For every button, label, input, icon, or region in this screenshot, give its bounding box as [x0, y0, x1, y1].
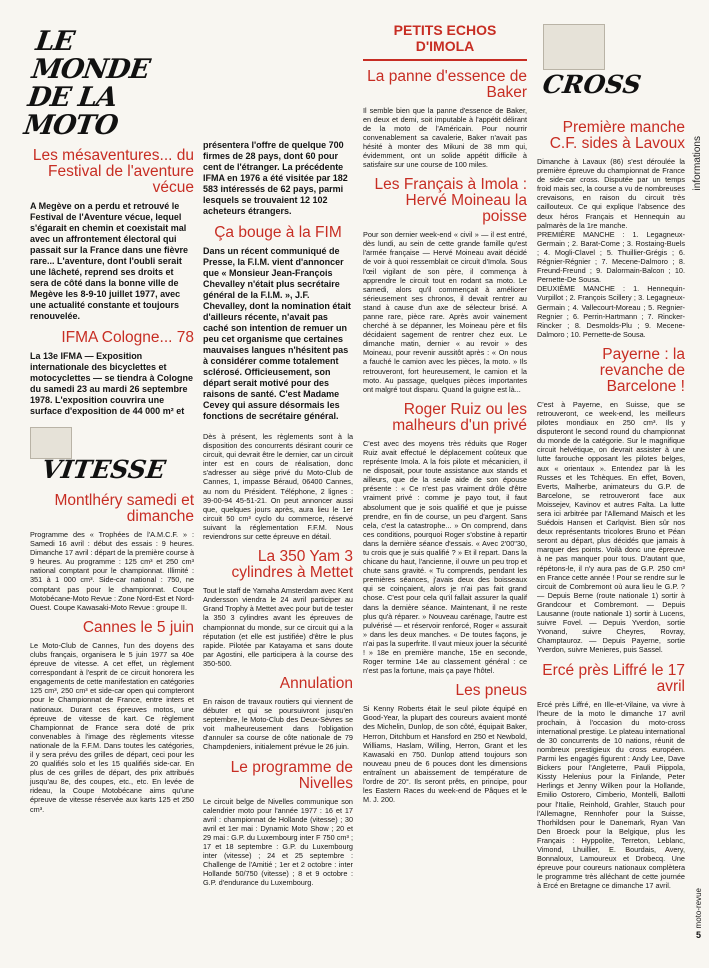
article-ruiz-text: C'est avec des moyens très réduits que Roger Ruiz avait effectué le déplacement coûteux que représente Imola. A la fois pilote et mécanicien, il ne disposait, pour toute assistance aux stands et ailleurs, que de la seule aide de son épouse présente : « Ce n'est pas vraiment drôle d'être vraiment privé : comme je payo tout, il faut absolument que je sois qualifié et que je puisse prendre, en fin de course, un peu d'argent. Sans cela, c'est la catastrophe... » On comprend, dans ces conditions, pourquoi Roger s'obstine à repartir dans la dernière séance d'essais. « Avec 2'00"30, tu crois que je suis qualifié ? » Et il repart. Dans la chicane du haut, l'ancienne, il ouvre un peu trop et chute sans gravité. « Tu comprends, pendant les premières séances, j'avais deux des boisseaux qui se coinçaient, alors je n'ai pas fait grand chose. C'est pour cela qu'il fallait assurer la qualif dans la dernière séance. Maintenant, il ne reste plus qu'à réparer. » Nouveau carénage, l'autre est pulvérisé — et réservoir renforcé, Roger « assurait » dans les deux manches. « De toutes façons, je n'ai pas la superfrite. Il vaut mieux jouer la sécurité ! » 18e en première manche, 15e en seconde, Roger termine 14e au classement général : ce n'est pas la fortune, mais ça paye l'hôtel.: [363, 438, 527, 676]
article-ifma-continued: présentera l'offre de quelque 700 firmes de 28 pays, dont 60 pour cent de l'étranger. La précédente IFMA en 1976 a été visitée par 182 583 intéressés de 62 pays, parmi lesquels se trouvaient 12 102 acheteurs étrangers.: [203, 140, 348, 216]
headline-montlhery: Montlhéry samedi et dimanche: [54, 492, 194, 525]
le-monde-de-la-moto-logo: LE MONDE DE LA MOTO: [21, 26, 152, 141]
vitesse-logo: VITESSE: [39, 455, 168, 484]
article-ifma-text: La 13e IFMA — Exposition internationale des bicyclettes et motocyclettes — se tiendra à Cologne du samedi 23 au mardi 26 septembre 1978. L'exposition couvrira une surface d'exposition de 44 000 m² et: [30, 351, 194, 416]
section-title-imola: PETITS ECHOS D'IMOLA: [393, 22, 497, 54]
headline-pneus: Les pneus: [455, 682, 527, 700]
section-label: informations: [692, 136, 703, 191]
headline-cannes: Cannes le 5 juin: [82, 618, 194, 636]
column-1: [21, 26, 194, 814]
article-payerne-text: C'est à Payerne, en Suisse, que se retrouveront, ce week-end, les meilleurs pilotes mondiaux en 250 cm³. Ils y disputeront le second round du championnat du monde de la catégorie. Sur le magnifique circuit helvétique, on devrait assister à une lutte farouche opposant les pilotes belges, aux « orientaux ». Entendez par là les Russes et les Tchèques. En effet, Boven, Everts, Malherbe, animateurs du G.P. de Barcelone, se retrouveront face aux Moissejev, Kavinov et autres Falta. La lutte sera ici arbitrée par l'Allemand Maisch et les Suédois Hansen et Carlqvist. Bien sûr nos deux représentants tricolores Bruno et Péan seront au départ, plus décidés que jamais à marquer des points. Voilà donc une épreuve à ne pas manquer pour tous. D'autant que, répétons-le, il n'y aura pas de G.P. 250 cm³ en France cette année ! Pour se rendre sur le circuit de Combremont où aura lieu le G.P. ? — Depuis Berne (route nationale 1) sortir à Grandcour et Combremont. — Depuis Lausanne (route nationale 1) sortir à Lucens, suivre Fovel. — Depuis Yverdon, sortie Yvonand, suivre Cheyres, Rovray, Champtauroz. — Depuis Payerne, sortie Yverdon, suivre Menieres, puis Sassel.: [537, 399, 685, 655]
article-pneus-text: Si Kenny Roberts était le seul pilote équipé en Good-Year, la plupart des coureurs avaient monté des Michelin, Dunlop, de son côté, équipait Baker, Herron, Ditchburn et Hansford en 250 et Newbold, Williams, Haslam, Willing, Herron, Grant et les Kawasaki en 750. Dunlop attend toujours son nouveau pneu de 6 pouces dont les dimensions entraînent un abaissement de température de l'ordre de 20°. Ils seront prêts, en principe, pour les Eastern Races du week-end de Pâques et le M. J. 200.: [363, 704, 527, 805]
article-cannes-continued: Dès à présent, les règlements sont à la disposition des concurrents désirant courir ce circuit, qui devrait être le dernier, car un circuit inter est en cours de réalisation, donc s'adresser au siège privé du Moto-Club de Cannes, 1, impasse Béraud, 06400 Cannes, au nom du Président. Téléphone, 2 lignes : 39-00-94 45-51-21. On peut annoncer aussi que, quelques jours après, aura lieu le 1er circuit 50 cm³ cyclo du commerce, réservé suivant la réglementation F.F.M. Nous reviendrons sur cette épreuve en détail.: [203, 432, 353, 542]
cross-banner: [537, 20, 685, 112]
headline-ruiz: Roger Ruiz ou les malheurs d'un privé: [392, 400, 527, 434]
page-number: 5: [695, 930, 701, 940]
headline-annulation: Annulation: [279, 674, 353, 692]
cross-logo: CROSS: [540, 70, 644, 99]
headline-yamaha-mettet: La 350 Yam 3 cylindres à Mettet: [231, 548, 353, 582]
motocross-illustration: [543, 24, 605, 70]
headline-lavoux: Première manche C.F. sides à Lavoux: [549, 119, 685, 152]
magazine-name: moto-revue: [694, 888, 703, 929]
article-moineau-text: Pour son dernier week-end « civil » — il est entré, dès lundi, au sein de cette grande famille qu'est l'armée française — Hervé Moineau avait décidé de voir à quoi ressemblait ce circuit d'Imola. Sous l'œil vigilant de son père, il commença à apprendre le circuit tout en rodant sa moto. Le samedi, alors qu'il commençait à améliorer sérieusement ses chronos, il devait rentrer au stand à cause d'un axe de sélecteur brisé. A panne rare, pièce rare. Après avoir vainement cherché à se dépanner, les Moineau père et fils décidaient sagement de rentrer chez eux. Le dimanche matin, dernier « au revoir » des Moineau, pour revenir aussitôt après : « On nous a fauché le camion avec les pièces, la moto. » Ils retrouveront, fort heureusement, le camion et la moto. Au passage, quelques pièces importantes ont malgré tout disparu. Quand la guigne est là...: [363, 230, 527, 394]
article-lavoux-text: Dimanche à Lavaux (86) s'est déroulée la première épreuve du championnat de France de side-car cross. Disputée par un temps froid mais sec, la course a vu de nombreuses crevaisons, en raison du circuit très caillouteux. Ce qui explique l'absence des deux héros Français et Hennequin au palmarès de la 1re manche.: [537, 157, 685, 230]
headline-baker: La panne d'essence de Baker: [367, 67, 527, 101]
section-rule: [363, 59, 527, 61]
article-fim-text: Dans un récent communiqué de Presse, la F.I.M. vient d'annoncer que « Monsieur Jean-François Chevalley n'était plus secrétaire général de la F.I.M. », J.F. Chevalley, dont la nomination était d'ailleurs récente, n'avait pas caché son intention de remuer un peu cet organisme que certaines mauvaises langues n'hésitent pas à considérer comme totalement sclérosé. Officieusement, son départ serait motivé pour des raisons de santé. C'est Madame Cevey qui assure désormais les fonctions de secrétaire général.: [203, 246, 351, 421]
column-2: [203, 140, 353, 887]
article-cannes-text: Le Moto-Club de Cannes, l'un des doyens des clubs français, organisera le 5 juin 1977 sa 40e épreuve de vitesse. A cet effet, un règlement correspondant à l'esprit de ce circuit honorera les engagements de cette manifestation en catégories 125 cm³, 250 cm³ et side-car open qui compteront pour le Championnat de France, entre inters et nationaux. Durant ces épreuves motos, une épreuve de vitesse de kart. Ce règlement Championnat de France sera doté de prix convenables à l'image des règlements vitesse nationale de la F.F.M. Dans toutes les catégories, il y sera prévu des grilles de départ, ceci pour les 20 qualifiés solo et les 15 qualifiés side-car. En plus de ces grilles de départ, des prix attribués jusqu'au 8e, des coupes, etc., etc. En levée de rideau, la Coupe Motobécane aims qu'une épreuve de vitesse réservée aux karts 125 et 250 cm³.: [30, 640, 194, 814]
article-nivelles-text: Le circuit belge de Nivelles communique son calendrier moto pour l'année 1977 : 16 et 17 avril : championnat de Hollande (vitesse) ; 30 avril et 1er mai : Dynamic Moto Show ; 20 et 29 mai : G.P. du Luxembourg inter F 750 cm³ ; 17 et 18 septembre : G.P. du Luxembourg inter (vitesse) ; 24 et 25 septembre : Challenge de l'Amitié ; 1er et 2 octobre : inter Hollande 50/750 (vitesse) ; 8 et 9 octobre : G.P. d'endurance du Luxembourg.: [203, 796, 353, 888]
article-erce-text: Ercé près Liffré, en Ille-et-Vilaine, va vivre à l'heure de la moto le dimanche 17 avril prochain, à l'occasion du moto-cross international prestige. Le plateau international de 30 concurrents de 10 nations, réunit de nombreux prestigieux du cross européen. Parmi les engagés figurent : Andy Lee, Dave Bickers pour l'Angleterre, Pauli Piippola, Kissty Helenius pour la Finlande, Peter Herlings et Jenny Wilken pour la Hollande, Emilio Ostorero, Cimberio, Montelli, Ballotti pour l'Italie, Reinhold, Grahler, Stauch pour l'Allemagne, Rennhofer pour la Suisse, Thorhildsen pour le Danemark, Ryan Van Den Broeck pour la Belgique, plus les Français : Hyppolite, Terreton, Leblanc, Vimond, Lhuillier, E. Bourdais, Avery, Bonnaloux, Lamoureux et Drobecq. Une épreuve pour coureurs nationaux complètera le programme très alléchant de cette journée à Ercé en Bretagne ce dimanche 17 avril.: [537, 699, 685, 891]
article-lavoux-results-1: PREMIÈRE MANCHE : 1. Legagneux-Germain ; 2. Barat-Come ; 3. Rostaing-Buels ; 4. Mogli-Clavel ; 5. Thuillier-Grégis ; 6. Régnier-Régnier ; 7. Mecene-Dalmoro ; 8. Freund-Freund ; 9. Dalormain-Balcon ; 10. Pernette-De Sousa.: [537, 229, 685, 285]
article-lavoux-results-2: DEUXIÈME MANCHE : 1. Hennequin-Vurpillot ; 2. François Scillery ; 3. Legagneux-Germain ; 4. Vallecourt-Moreau ; 5. Regnier-Regnier ; 6. Perrin-Hartmann ; 7. Rincker-Rincker ; 8. Desmolds-Plu ; 9. Mecene-Dalmoro ; 10. Pernette-de Sousa.: [537, 284, 685, 339]
column-3: [363, 20, 527, 804]
article-montlhery-text: Programme des « Trophées de l'A.M.C.F. » : Samedi 16 avril : début des essais : 9 heures. Dimanche 17 avril : départ de la première course à 9 heures. Au programme : 125 cm³ et 250 cm³ national comptant pour le championnat. Illimité : 351 à 1 000 cm³. Side-car national : 750, ne comptant pas pour le championnat. Coupe Motobécane-Moto Revue : Zone Nord-Est et Nord-Ouest. Coupe Kawasaki-Moto Revue : groupe II.: [30, 530, 194, 612]
article-mesaventures-text: A Megève on a perdu et retrouvé le Festival de l'Aventure vécue, lequel s'égarait en chemin et coexistait mal avec un affrontement électoral qui passait sur la France dans une fièvre rare... L'aventure, dont l'oubli serait une lâcheté, reprend ses droits et sera de côté dans la bonne ville de Megève les 8-9-10 juillet 1977, avec une actualité constante et toujours renouvelée.: [30, 201, 189, 321]
article-annulation-text: En raison de travaux routiers qui viennent de débuter et qui se poursuivront jusqu'en septembre, le Moto-Club des Deux-Sèvres se voit malheureusement dans l'obligation d'annuler sa course de côte nationale de 79 Champdeniers, initialement prévue le 26 juin.: [203, 696, 353, 752]
column-4: [537, 20, 685, 890]
vitesse-banner: [30, 427, 194, 485]
headline-ifma: IFMA Cologne... 78: [61, 329, 194, 346]
page-sidebar: [687, 0, 705, 968]
headline-fim: Ça bouge à la FIM: [214, 224, 342, 241]
headline-payerne: Payerne : la revanche de Barcelone !: [599, 345, 685, 395]
headline-erce: Ercé près Liffré le 17 avril: [542, 661, 685, 695]
headline-mesaventures: Les mésaventures... du Festival de l'aventure vécue: [32, 147, 194, 196]
headline-moineau: Les Français à Imola : Hervé Moineau la poisse: [374, 176, 527, 226]
article-baker-text: Il semble bien que la panne d'essence de Baker, en deux et demi, soit imputable à l'appétit délirant de la moto de l'Américain. Pour nourrir convenablement sa cavalerie, Baker n'avait pas hésité à monter des Mikuni de 38 mm qui, évidemment, ont un solide appétit difficile à satisfaire sur une course de 100 miles.: [363, 105, 527, 170]
headline-nivelles: Le programme de Nivelles: [230, 758, 353, 792]
article-yamaha-text: Tout le staff de Yamaha Amsterdam avec Kent Andersson viendra le 24 avril participer au Grand Trophy à Mettet avec pour but de tester la 350 3 cylindres avant les épreuves de championnat du monde, sur ce circuit qui a la réputation (et elle est justifiée) d'être le plus rapide. Pilotée par Katayama et sans doute par Agostini, elle participera à la course des 350-500.: [203, 586, 353, 668]
